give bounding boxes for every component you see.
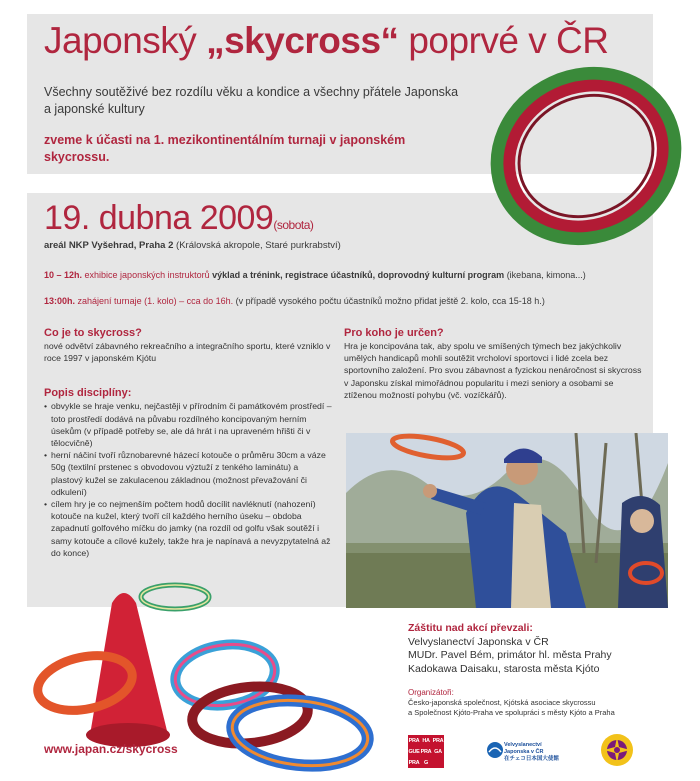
schedule-time: 10 – 12h. (44, 270, 83, 280)
rules-heading: Popis disciplíny: (44, 387, 132, 400)
event-day: (sobota) (273, 218, 314, 232)
title-pre: Japonský (44, 20, 207, 61)
invite-text: zveme k účasti na 1. mezikontinentálním turnaji v japonském skycrossu. (44, 133, 406, 164)
rules-item: • cílem hry je co nejmenším počtem hodů docílit navléknutí (nahození) kotouče na kužel, který tvoří cíl každého herního úseku – obdoba zapadnutí golfového míčku do jamky (na rozdíl od golfu však soutěží i samy kotouče a cílové kužely, takže hra je napínavá a nevyzpytatelná až do konce) (44, 498, 332, 559)
schedule-note: (ikebana, kimona...) (504, 270, 586, 280)
audience-text: Hra je koncipována tak, aby spolu ve smíšených týmech bez jakýchkoliv umělých handicapů mohli soutěžit vrcholoví sportovci i lidé zcela bez sportovního založení. Pro svou zábavnost a fyzickou nenáročnost si skycross v Japonsku získal mimořádnou popularitu i mezi seniory a osobami se ztíženou možností pohybu (vč. vozíčkářů). (344, 341, 642, 400)
flying-ring-image (488, 58, 684, 254)
patron-line: MUDr. Pavel Bém, primátor hl. města Prahy (408, 649, 612, 661)
venue-name: areál NKP Vyšehrad, Praha 2 (44, 240, 174, 251)
schedule-note: (v případě vysokého počtu účastníků možno přidat ještě 2. kolo, cca 15-18 h.) (233, 296, 545, 306)
event-venue (44, 240, 341, 251)
venue-detail: (Královská akropole, Staré purkrabství) (173, 240, 341, 251)
rules-list (44, 400, 332, 559)
organizers-label: Organizátoři: (408, 688, 454, 697)
left-column (44, 326, 332, 559)
schedule-item (44, 296, 545, 306)
patron-line: Velvyslanectví Japonska v ČR (408, 635, 549, 648)
praha-logo: PRA HA PRA GUE PRA GA PRA G (408, 735, 444, 768)
title-post: poprvé v ČR (398, 20, 609, 61)
website-link[interactable]: www.japan.cz/skycross (44, 742, 178, 756)
schedule-highlight: zahájení turnaje (1. kolo) – cca do 16h. (75, 296, 234, 306)
patronage-block (408, 622, 612, 676)
schedule-highlight: exhibice japonských instruktorů (82, 270, 210, 280)
kyoto-emblem-icon (600, 733, 634, 767)
schedule-time: 13:00h. (44, 296, 76, 306)
schedule-item (44, 270, 586, 280)
organizer-line: Česko-japonská společnost, Kjótská asociace skycrossu (408, 698, 596, 707)
event-date-text: 19. dubna 2009 (44, 199, 274, 237)
audience-heading: Pro koho je určen? (344, 327, 444, 339)
event-date (44, 199, 313, 238)
organizer-line: a Společnost Kjóto-Praha ve spolupráci s městy Kjóto a Praha (408, 708, 615, 717)
organizers-block (408, 688, 668, 718)
patronage-heading: Záštitu nad akcí převzali: (408, 622, 533, 634)
what-is-text: nové odvětví zábavného rekreačního a integračního sportu, které vzniklo v roce 1997 v japonském Kjótu (44, 341, 331, 364)
page-title (44, 20, 608, 62)
right-column (344, 326, 644, 401)
what-is-heading: Co je to skycross? (44, 327, 142, 339)
title-strong: „skycross“ (206, 20, 399, 61)
embassy-logo-text: Velvyslanectví Japonska v ČR 在チェコ日本国大使館 (504, 742, 559, 762)
intro-text: Všechny soutěživé bez rozdílu věku a kondice a všechny přátele Japonska a japonské kultury (44, 85, 459, 116)
patron-line: Kadokawa Daisaku, starosta města Kjóto (408, 662, 600, 675)
schedule-bold: výklad a trénink, registrace účastníků, doprovodný kulturní program (209, 270, 505, 280)
rules-item: • herní náčiní tvoří různobarevné házecí kotouče o průměru 30cm a váze 50g (textilní prstenec s obvodovou výztuží z tenkého laminátu) a plastový kužel se zakulacenou základnou (možnost převažování či odkulení) (44, 449, 332, 498)
rules-item: • obvykle se hraje venku, nejčastěji v přírodním či památkovém prostředí – toto prostředí dodává na půvabu rozdílného koncipovaným herním úsekům (v případě potřeby se, ale dá hrát i na upraveném hřišti či v tělocvičně) (44, 400, 332, 449)
